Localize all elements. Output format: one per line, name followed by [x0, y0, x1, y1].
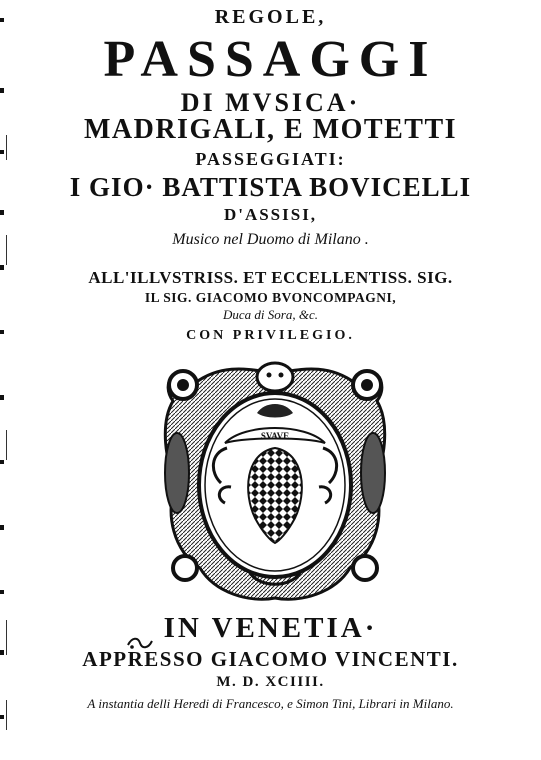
title-di-musica: DI MVSICA·	[180, 88, 361, 117]
binding-mark	[0, 525, 4, 530]
dedication-line-3: Duca di Sora, &c.	[223, 307, 318, 322]
binding-mark	[0, 395, 4, 400]
imprint-year: M. D. XCIIII.	[216, 674, 325, 690]
title-passaggi: PASSAGGI	[103, 31, 438, 88]
imprint-city: IN VENETIA·	[163, 612, 378, 644]
imprint-note: A instantia delli Heredi di Francesco, e Simon Tini, Librari in Milano.	[87, 696, 454, 711]
title-madrigali: MADRIGALI, E MOTETTI	[83, 114, 458, 145]
binding-line	[6, 430, 7, 460]
author-origin: D'ASSISI,	[223, 205, 318, 224]
binding-mark	[0, 590, 4, 594]
dedication-line-2: IL SIG. GIACOMO BVONCOMPAGNI,	[144, 290, 397, 305]
author-name: I GIO· BATTISTA BOVICELLI	[69, 172, 472, 202]
heraldic-cartouche-icon	[155, 353, 395, 603]
dedication-line-1: ALL'ILLVSTRISS. ET ECCELLENTISS. SIG.	[88, 268, 453, 287]
binding-mark	[0, 460, 4, 464]
title-regole: REGOLE,	[214, 6, 327, 28]
privilege-line: CON PRIVILEGIO.	[186, 328, 355, 343]
imprint-printer: APPRESSO GIACOMO VINCENTI.	[82, 647, 459, 671]
title-passeggiati: PASSEGGIATI:	[195, 149, 346, 169]
emblem-motto: SVAVE	[260, 431, 290, 441]
binding-mark	[0, 715, 4, 719]
author-role: Musico nel Duomo di Milano .	[172, 231, 369, 248]
